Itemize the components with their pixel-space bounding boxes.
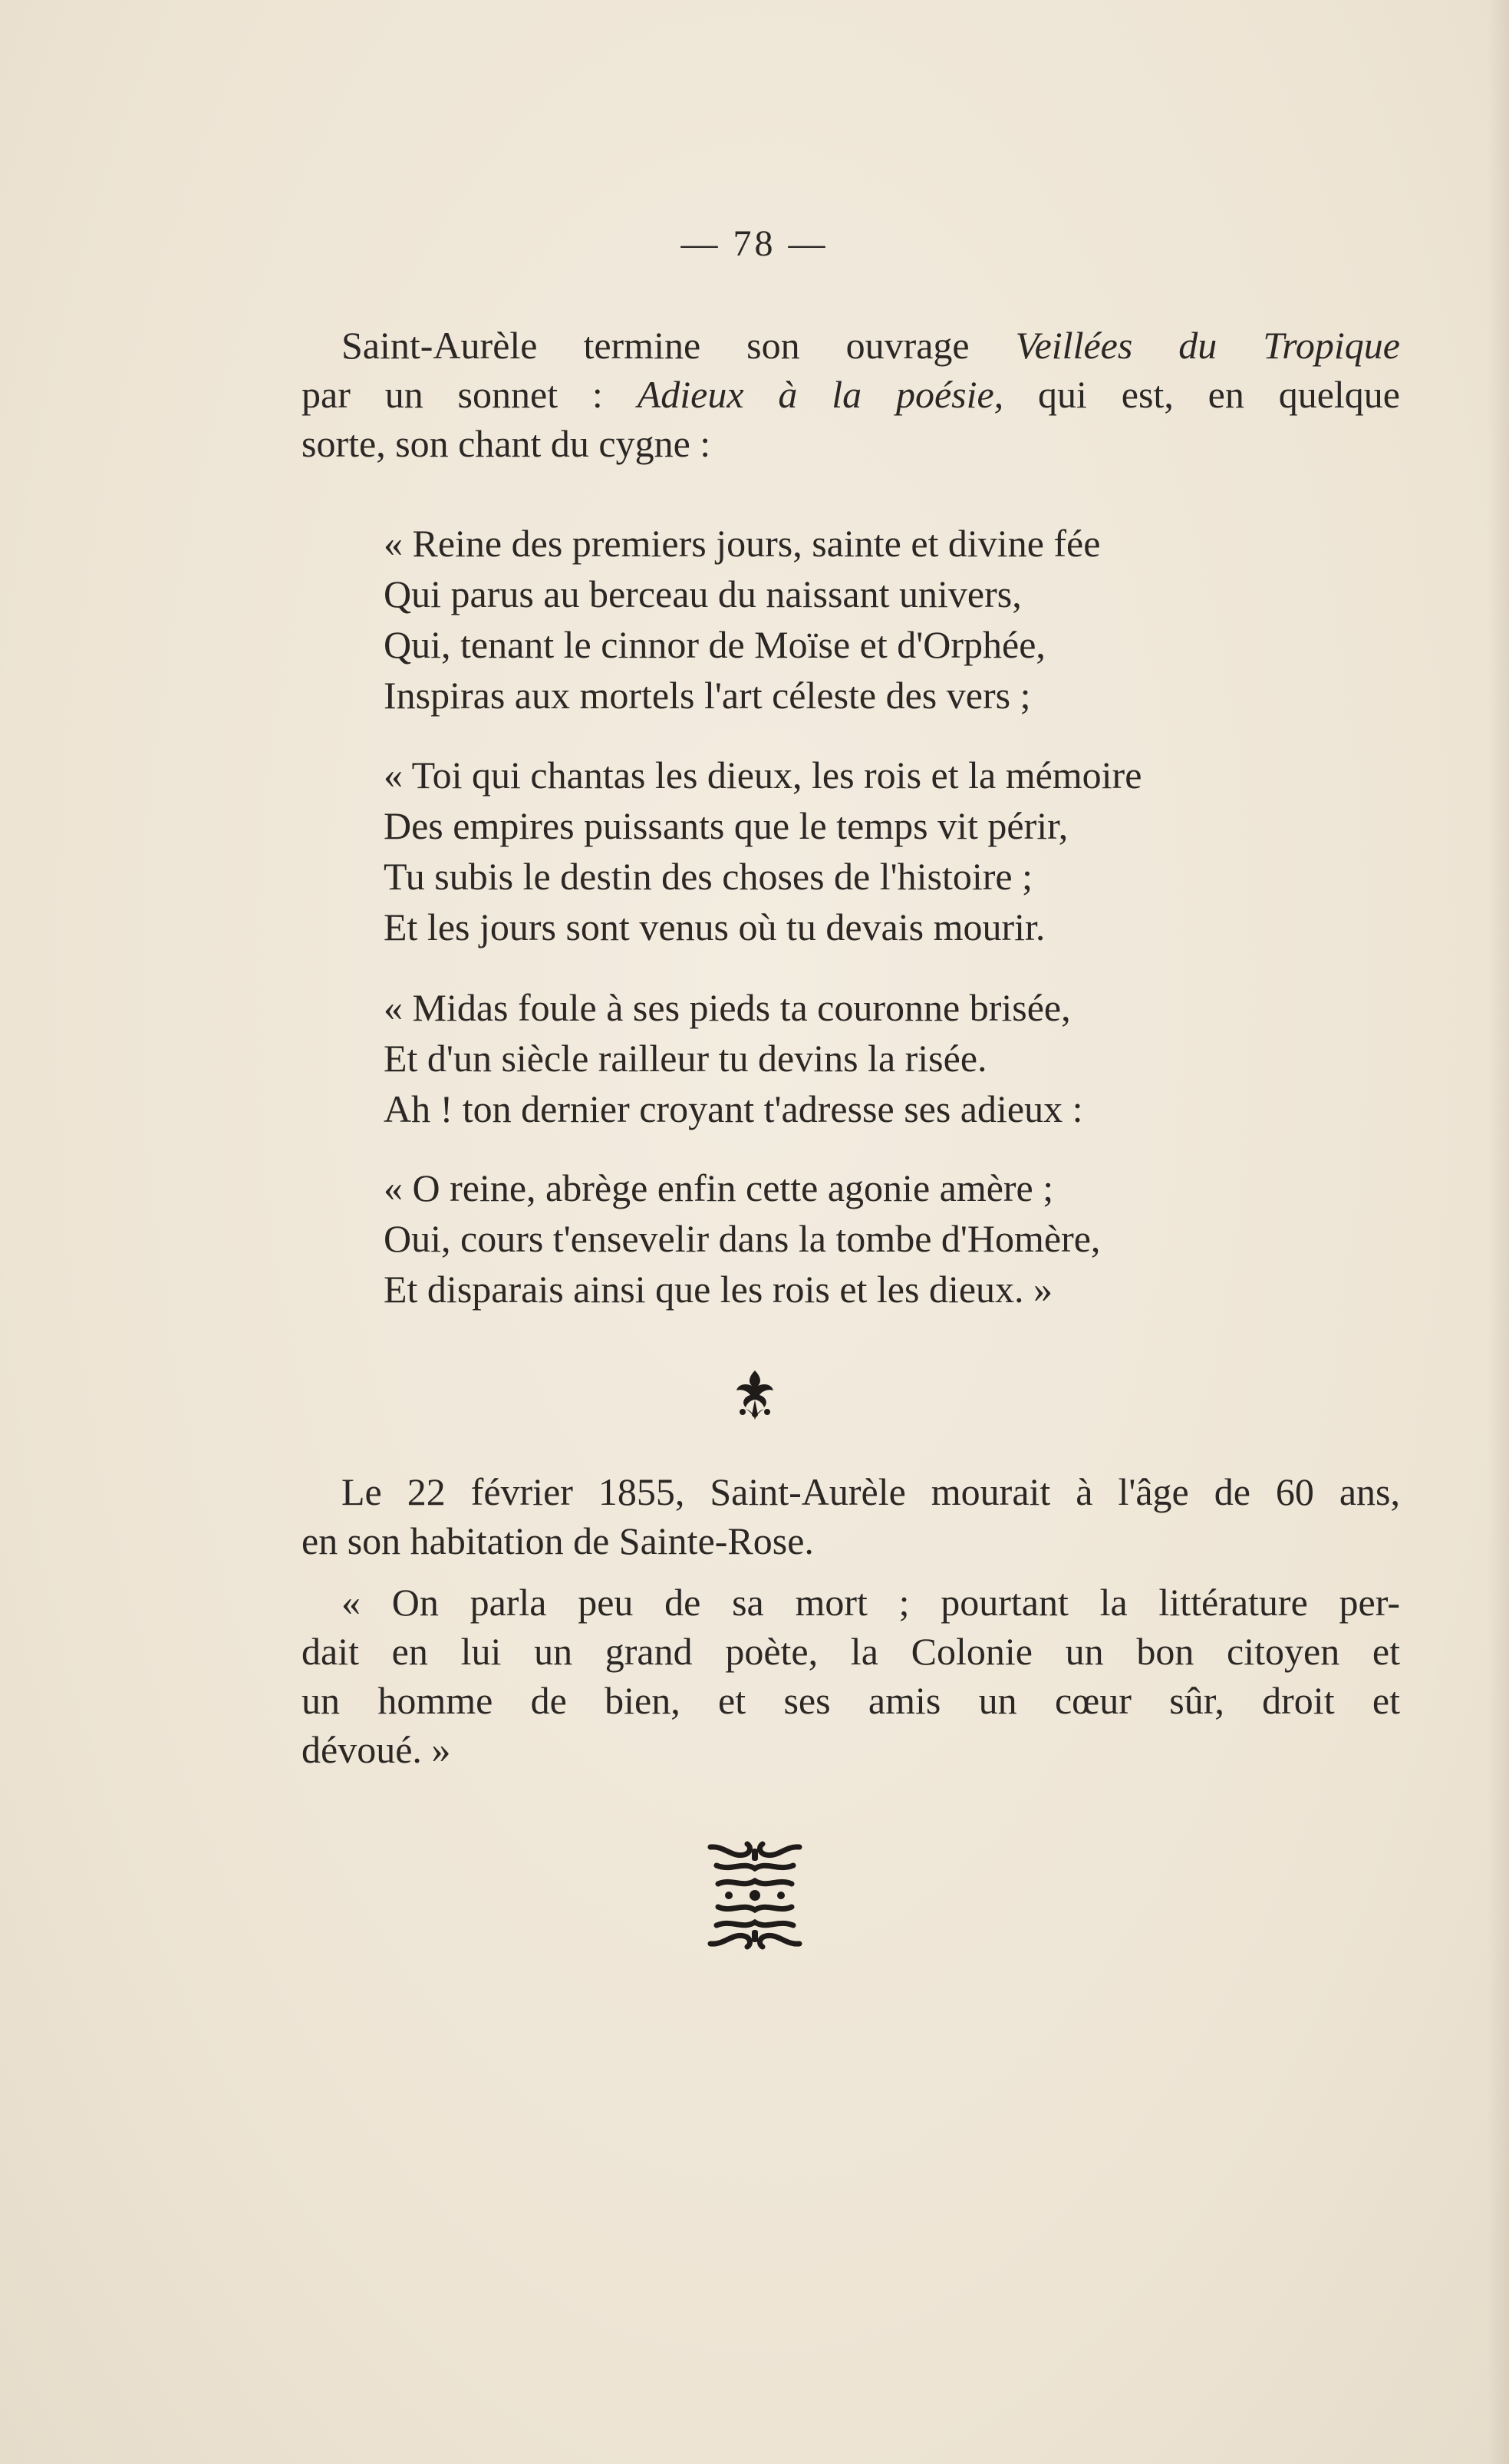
intro-text-2a: par un sonnet : [301, 373, 638, 416]
intro-line-3: sorte, son chant du cygne : [301, 422, 711, 465]
verse-line: Qui parus au berceau du naissant univers, [384, 572, 1022, 615]
closing-line-4: dait en lui un grand poète, la Colonie un bon citoyen et [301, 1630, 1400, 1673]
intro-line-2 [301, 370, 1400, 419]
closing-line-2: en son habitation de Sainte-Rose. [301, 1519, 814, 1562]
sonnet-stanza-2 [384, 750, 1142, 952]
verse-line: Tu subis le destin des choses de l'histoire ; [384, 855, 1033, 898]
verse-line: « O reine, abrège enfin cette agonie amère ; [384, 1166, 1054, 1209]
closing-line-6: dévoué. » [301, 1728, 451, 1771]
intro-line-1 [301, 321, 1400, 370]
closing-line-5: un homme de bien, et ses amis un cœur sûr, droit et [301, 1679, 1400, 1722]
intro-text-2c: qui est, en quelque [1003, 373, 1400, 416]
page-number: — 78 — [680, 223, 829, 264]
sonnet-stanza-4 [384, 1163, 1100, 1314]
tailpiece-icon [0, 1838, 1509, 1956]
verse-line: Oui, cours t'ensevelir dans la tombe d'Homère, [384, 1217, 1101, 1260]
verse-line: Des empires puissants que le temps vit périr, [384, 804, 1069, 847]
fleuron-icon [0, 1364, 1509, 1429]
verse-line: « Reine des premiers jours, sainte et divine fée [384, 522, 1101, 565]
closing-text: Le 22 février 1855, Saint-Aurèle mourait à l'âge de 60 ans, [341, 1470, 1400, 1513]
intro-text-1: Saint-Aurèle termine son ouvrage [341, 324, 1016, 367]
sonnet-stanza-3 [384, 982, 1082, 1134]
closing-line-1 [301, 1467, 1400, 1516]
intro-paragraph [301, 321, 1400, 468]
verse-line: Et d'un siècle railleur tu devins la risée. [384, 1037, 987, 1080]
closing-line-3 [301, 1578, 1400, 1627]
work-title: Veillées du Tropique [1015, 324, 1400, 367]
verse-line: Ah ! ton dernier croyant t'adresse ses adieux : [384, 1087, 1083, 1130]
closing-paragraph-2 [301, 1578, 1400, 1774]
closing-text: « On parla peu de sa mort ; pourtant la littérature per- [341, 1581, 1400, 1624]
sonnet-stanza-1 [384, 518, 1100, 721]
verse-line: Et disparais ainsi que les rois et les dieux. » [384, 1268, 1053, 1311]
sonnet-title: Adieux à la poésie, [637, 373, 1004, 416]
page-edge-shadow [1488, 0, 1509, 2464]
verse-line: Inspiras aux mortels l'art céleste des vers ; [384, 674, 1031, 717]
closing-paragraph-1 [301, 1467, 1400, 1565]
verse-line: « Midas foule à ses pieds ta couronne brisée, [384, 986, 1071, 1029]
verse-line: Et les jours sont venus où tu devais mourir. [384, 905, 1046, 948]
verse-line: Qui, tenant le cinnor de Moïse et d'Orphée, [384, 623, 1046, 666]
verse-line: « Toi qui chantas les dieux, les rois et la mémoire [384, 754, 1142, 797]
